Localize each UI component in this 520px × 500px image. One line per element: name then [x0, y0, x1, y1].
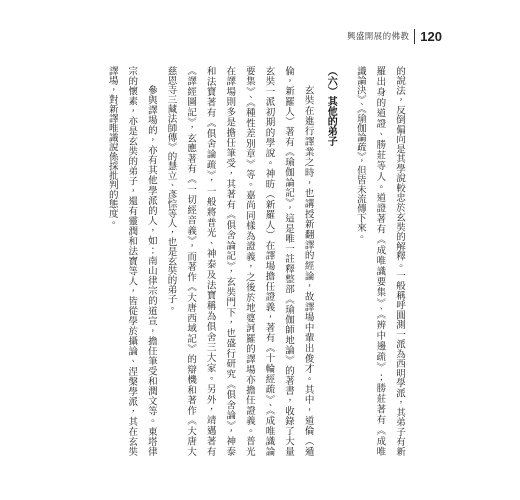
running-head [347, 28, 442, 44]
text-column: 和法寶著有《俱舍論疏》，一般將普光、神泰及法寶稱為俱舍三大家。另外，靖邁著有 [204, 66, 216, 456]
page-number: 120 [420, 28, 442, 44]
text-column: 玄奘一派初期的學說。神昉（新羅人）在譯場擔任證義，著有《十輪經疏》、《成唯識論 [263, 66, 275, 456]
body-text [102, 66, 409, 456]
text-column: 《譯經圖記》，玄應著有《一切經音義》，而著作《大唐西域記》的辯機和著作《大唐大 [185, 66, 197, 456]
text-column: 參與譯場的，亦有其他學派的人，如：南山律宗的道宣，擔任筆受和潤文等。東塔律 [145, 85, 157, 456]
section-heading: （六）其他的弟子 [325, 66, 337, 146]
running-head-divider [414, 29, 415, 44]
text-column: 的說法，反倒偏向是其學說較忠於玄奘的解釋。一般稱呼圓測一派為西明學派，其弟子有新 [394, 66, 405, 456]
paragraph [161, 66, 318, 456]
text-column: 慈恩寺三藏法師傳》的慧立、彥悰等人，也是玄奘的弟子。 [165, 66, 177, 313]
paragraph [102, 66, 161, 456]
running-head-title: 興盛開展的佛教 [346, 32, 410, 42]
text-column: 玄奘在進行譯業之時，也講授新翻譯的經論，故譯場中輩出俊才。其中，道倫（遁 [302, 85, 314, 456]
text-column: 識論決》、《瑜伽論疏》，但皆未流傳下來。 [354, 66, 366, 242]
text-column: 在譯場則多是擔任筆受，其著有《俱舍論記》，玄奘門下，也盛行研究《俱舍論》，神泰 [224, 66, 236, 456]
text-column: 倫，新羅人）著有《瑜伽論記》，這是唯一註釋整部《瑜伽師地論》的著書，收錄了大量 [283, 66, 295, 456]
text-column: 譯場，對新譯唯識說係採批判的態度。 [106, 66, 118, 228]
continued-paragraph [350, 66, 409, 456]
text-column: 宗的懷素，亦是玄奘的弟子，還有靈潤和法寶等人，皆從學於攝論、涅槃學派，其在玄奘 [126, 66, 138, 456]
text-column: 要集》、《種性差別章》等。嘉尚同樣為證義，之後於地婆訶羅的譯場亦擔任證義。普光 [243, 66, 255, 456]
text-column: 羅出身的道證、勝莊等人。道證著有《成唯識要集》、《辨中邊疏》；勝莊著有《成唯 [374, 66, 386, 456]
